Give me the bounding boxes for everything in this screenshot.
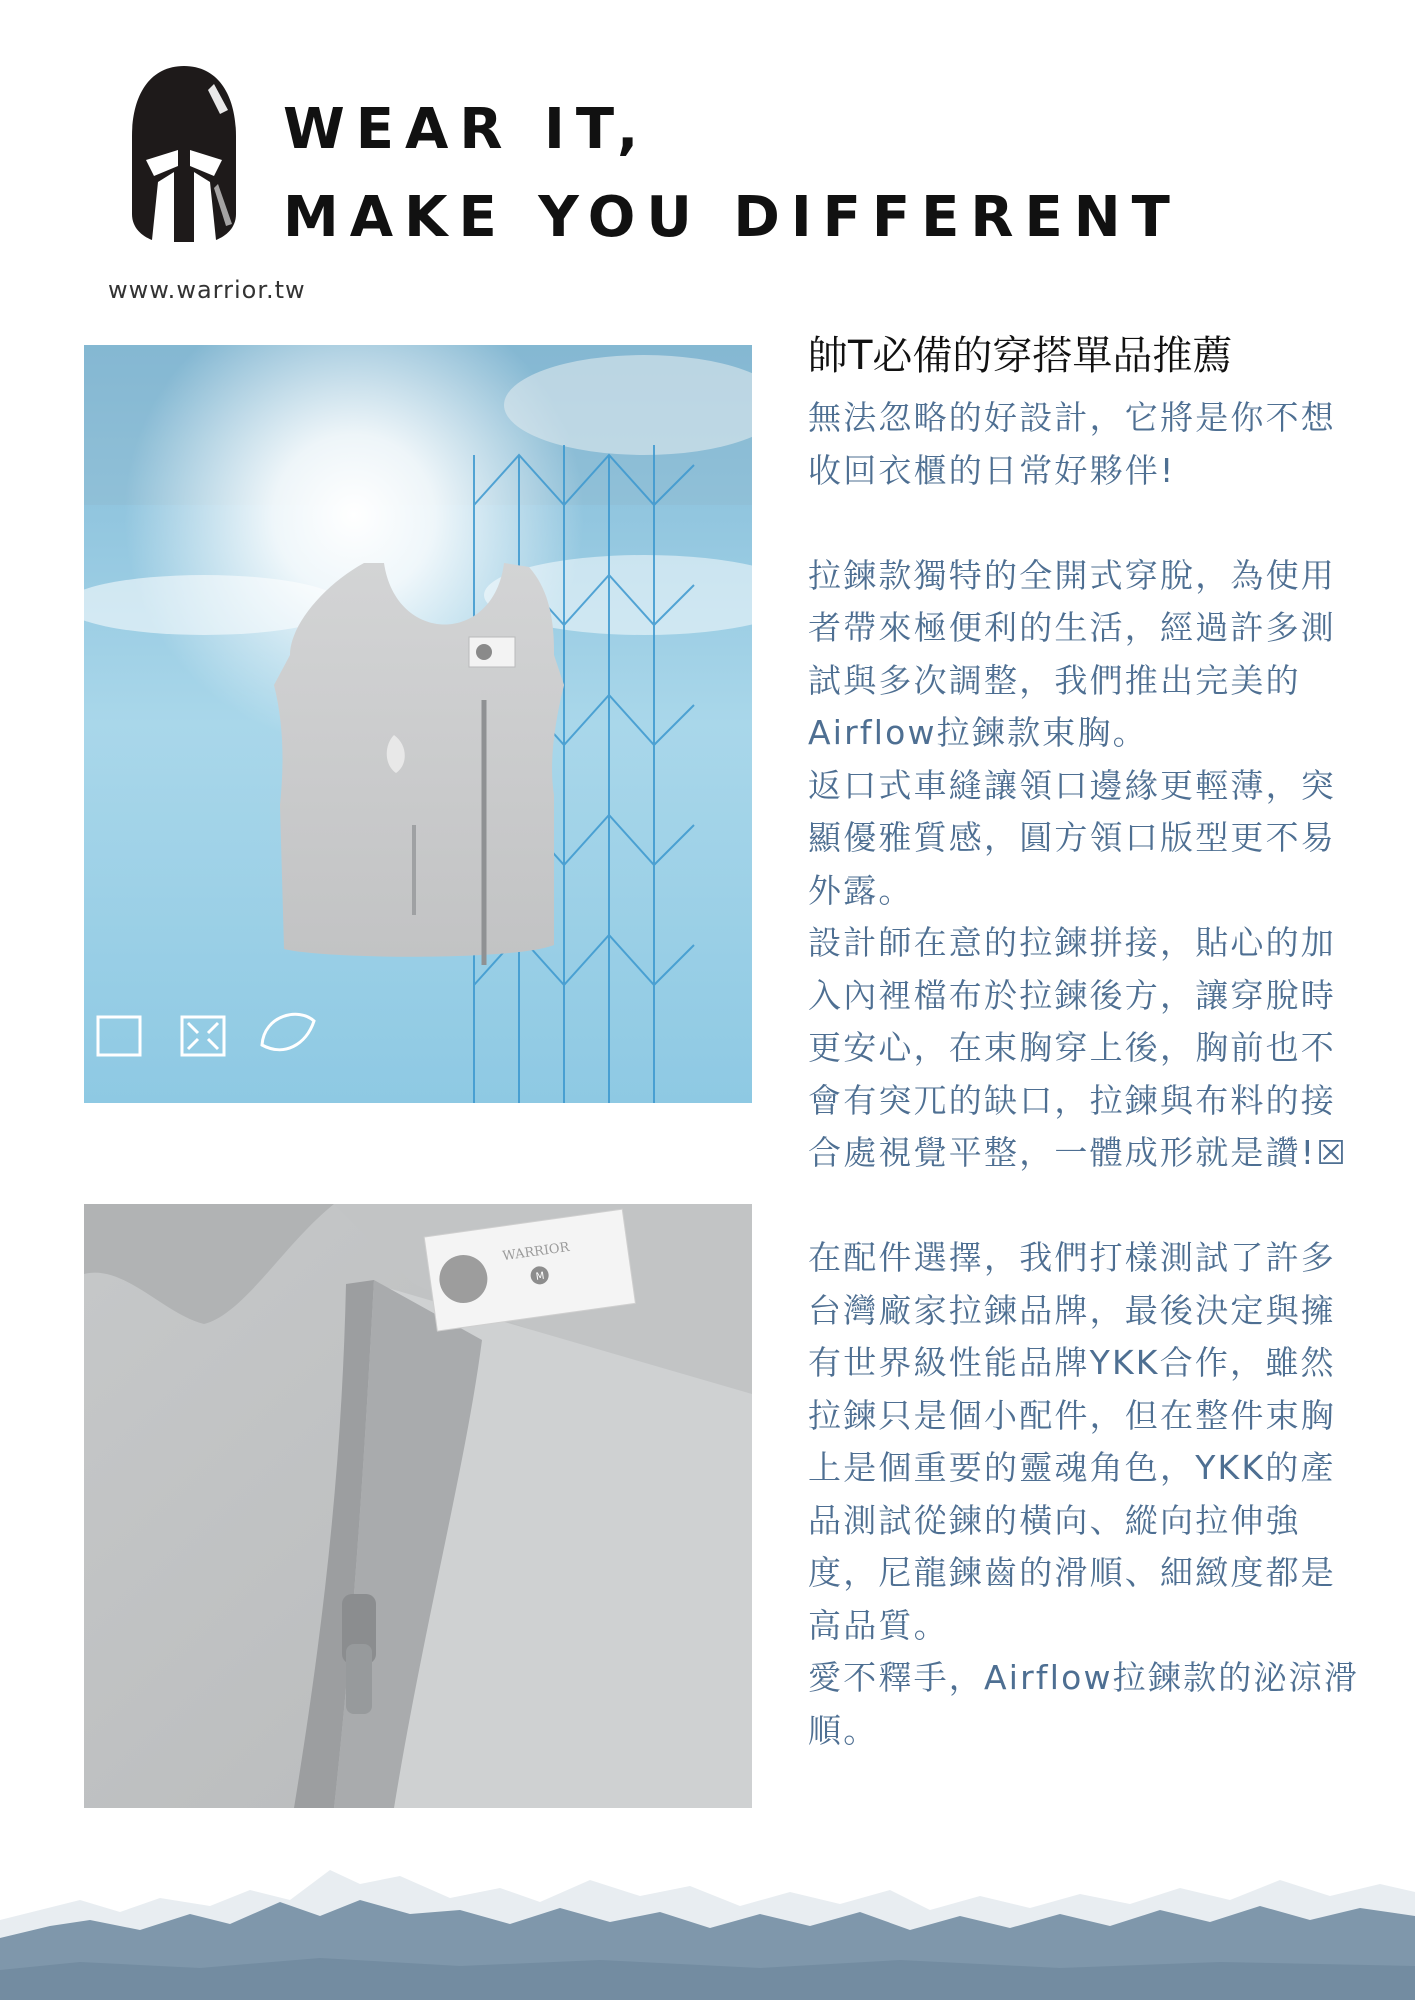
paragraph-closing: 愛不釋手，Airflow拉鍊款的泌涼滑順。 (808, 1658, 1360, 1750)
paragraph-gap (808, 497, 1368, 550)
paragraph-gap (808, 1180, 1368, 1233)
paragraph-zipper-design: 拉鍊款獨特的全開式穿脫，為使用者帶來極便利的生活，經過許多測試與多次調整，我們推出完美的Airflow拉鍊款束胸。 (808, 555, 1336, 752)
tagline (283, 86, 1181, 262)
paragraph-neckline: 返口式車縫讓領口邊緣更輕薄，突顯優雅質感，圓方領口版型更不易外露。 (808, 765, 1336, 910)
tagline-line-2: MAKE YOU DIFFERENT (283, 185, 1181, 250)
article-heading: 帥T必備的穿搭單品推薦 (808, 333, 1233, 379)
paragraph-intro: 無法忽略的好設計，它將是你不想收回衣櫃的日常好夥伴! (808, 398, 1336, 490)
article-body (808, 392, 1368, 1757)
website-url: www.warrior.tw (108, 276, 306, 304)
tagline-line-1: WEAR IT, (283, 97, 650, 162)
product-photo-front (84, 345, 752, 1103)
paragraph-lining: 設計師在意的拉鍊拼接，貼心的加入內裡檔布於拉鍊後方，讓穿脫時更安心，在束胸穿上後，胸前也不會有突兀的缺口，拉鍊與布料的接合處視覺平整，一體成形就是讚!☒ (808, 923, 1349, 1172)
product-photo-zipper-detail (84, 1204, 752, 1808)
torn-paper-footer (0, 1840, 1415, 2000)
paragraph-ykk: 在配件選擇，我們打樣測試了許多台灣廠家拉鍊品牌，最後決定與擁有世界級性能品牌YKK合作，雖然拉鍊只是個小配件，但在整件束胸上是個重要的靈魂角色，YKK的產品測試從鍊的橫向、縱向拉伸強度，尼龍鍊齒的滑順、細緻度都是高品質。 (808, 1238, 1336, 1645)
garment-tag-size: M (535, 1270, 546, 1283)
spartan-helmet-logo-icon (128, 64, 240, 246)
garment-tag-brand: WARRIOR (501, 1239, 571, 1265)
